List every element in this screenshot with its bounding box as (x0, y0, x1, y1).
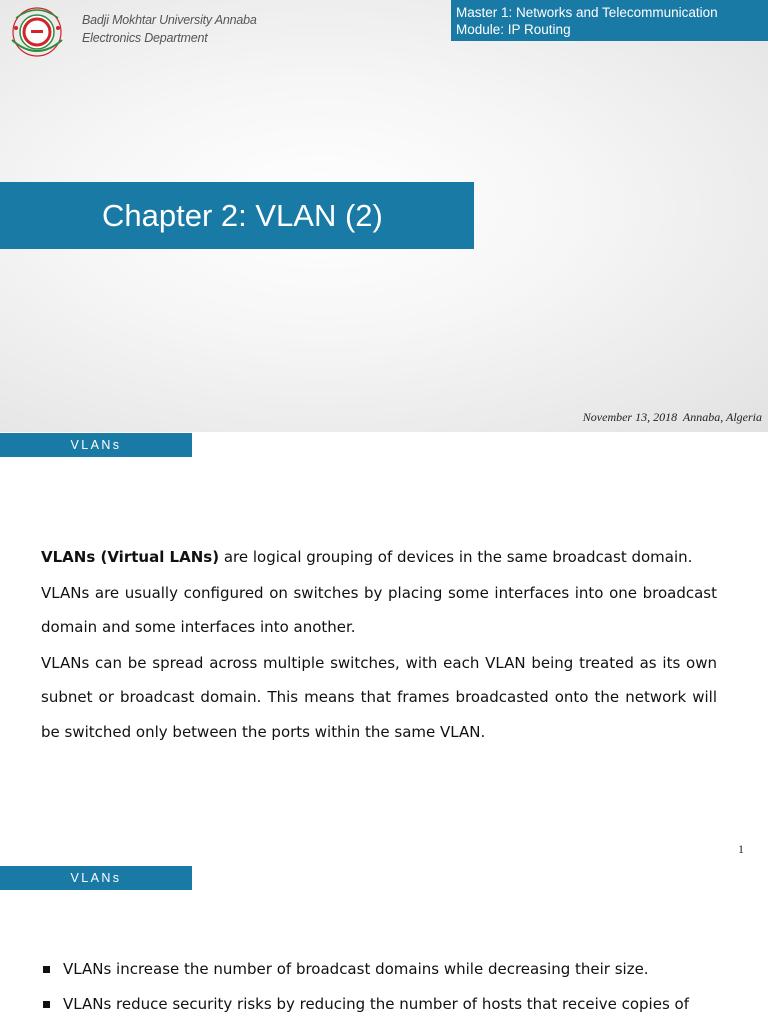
date-location: November 13, 2018 Annaba, Algeria (582, 410, 762, 424)
list-item (41, 952, 717, 987)
paragraph-1-text: are logical grouping of devices in the same broadcast domain. (219, 548, 693, 566)
list-item (41, 987, 717, 1022)
module-line: Module: IP Routing (456, 22, 571, 37)
bullet-list (41, 952, 717, 1021)
course-banner (451, 0, 768, 41)
department-name: Electronics Department (82, 31, 208, 45)
university-name: Badji Mokhtar University Annaba (82, 13, 257, 27)
content-slide-1 (0, 433, 768, 865)
chapter-title: Chapter 2: VLAN (2) (102, 198, 383, 233)
university-emblem-icon (4, 4, 70, 60)
paragraph-2: VLANs are usually configured on switches by placing some interfaces into one broadcast domain and some interfaces into another. (41, 583, 717, 636)
term-bold: VLANs (Virtual LANs) (41, 548, 220, 566)
content-slide-2 (0, 866, 768, 1024)
chapter-banner (0, 182, 474, 249)
bullet-text: VLANs reduce security risks by reducing the number of hosts that receive copies of (63, 994, 689, 1013)
square-bullet-icon (43, 1001, 50, 1008)
square-bullet-icon (43, 966, 50, 973)
university-header (82, 11, 257, 47)
section-tag: VLANs (0, 866, 192, 890)
bullet-text: VLANs increase the number of broadcast domains while decreasing their size. (63, 960, 649, 978)
paragraph-3: VLANs can be spread across multiple switches, with each VLAN being treated as its own subnet or broadcast domain. This means that frames broadcasted onto the network will be switched only between the ports within the same VLAN. (41, 653, 717, 741)
page-number: 1 (738, 842, 744, 856)
slide-body (41, 540, 717, 749)
paragraph-1 (41, 540, 717, 575)
section-tag: VLANs (0, 433, 192, 457)
master-line: Master 1: Networks and Telecommunication (456, 5, 718, 20)
title-slide (0, 0, 768, 432)
